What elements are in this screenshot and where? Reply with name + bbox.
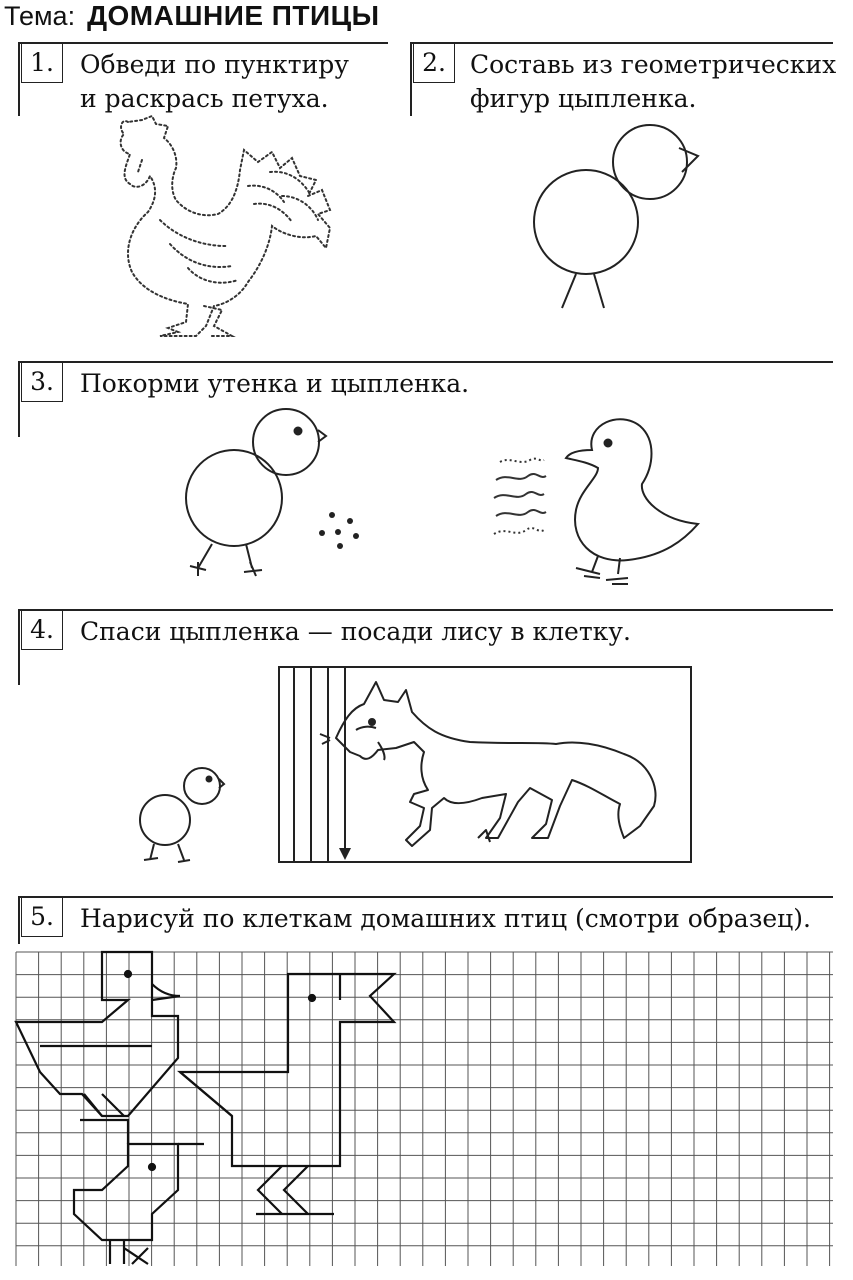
task-4-text: Спаси цыпленка — посади лису в клетку.: [80, 617, 631, 646]
small-chick: [140, 768, 224, 862]
fox-drawing: [320, 682, 656, 846]
grid-paper: [16, 952, 833, 1266]
dotted-rooster: [121, 116, 330, 336]
task-1-text-line-2: и раскрась петуха.: [80, 84, 329, 113]
task-1-number: 1.: [21, 43, 63, 83]
task-5-text: Нарисуй по клеткам домашних птиц (смотри образец).: [80, 904, 811, 933]
cage: [279, 667, 691, 862]
chick-drawing: [186, 409, 326, 576]
water-waves: [494, 459, 546, 534]
topic-label: Тема:: [4, 1, 76, 31]
grid-bird-samples: [16, 952, 394, 1264]
geometric-chick: [534, 125, 698, 308]
task-2-number: 2.: [413, 43, 455, 83]
task-2-text-line-2: фигур цыпленка.: [470, 84, 697, 113]
topic-title: ДОМАШНИЕ ПТИЦЫ: [87, 0, 380, 31]
task-3-number: 3.: [21, 362, 63, 402]
task-5-number: 5.: [21, 897, 63, 937]
task-2-text-line-1: Составь из геометрических: [470, 50, 837, 79]
arrow-down-icon: [339, 848, 351, 860]
grain-seeds: [319, 512, 359, 549]
task-1-text-line-1: Обведи по пунктиру: [80, 50, 349, 79]
duckling-drawing: [566, 419, 698, 584]
task-4-number: 4.: [21, 610, 63, 650]
task-3-text: Покорми утенка и цыпленка.: [80, 369, 470, 398]
